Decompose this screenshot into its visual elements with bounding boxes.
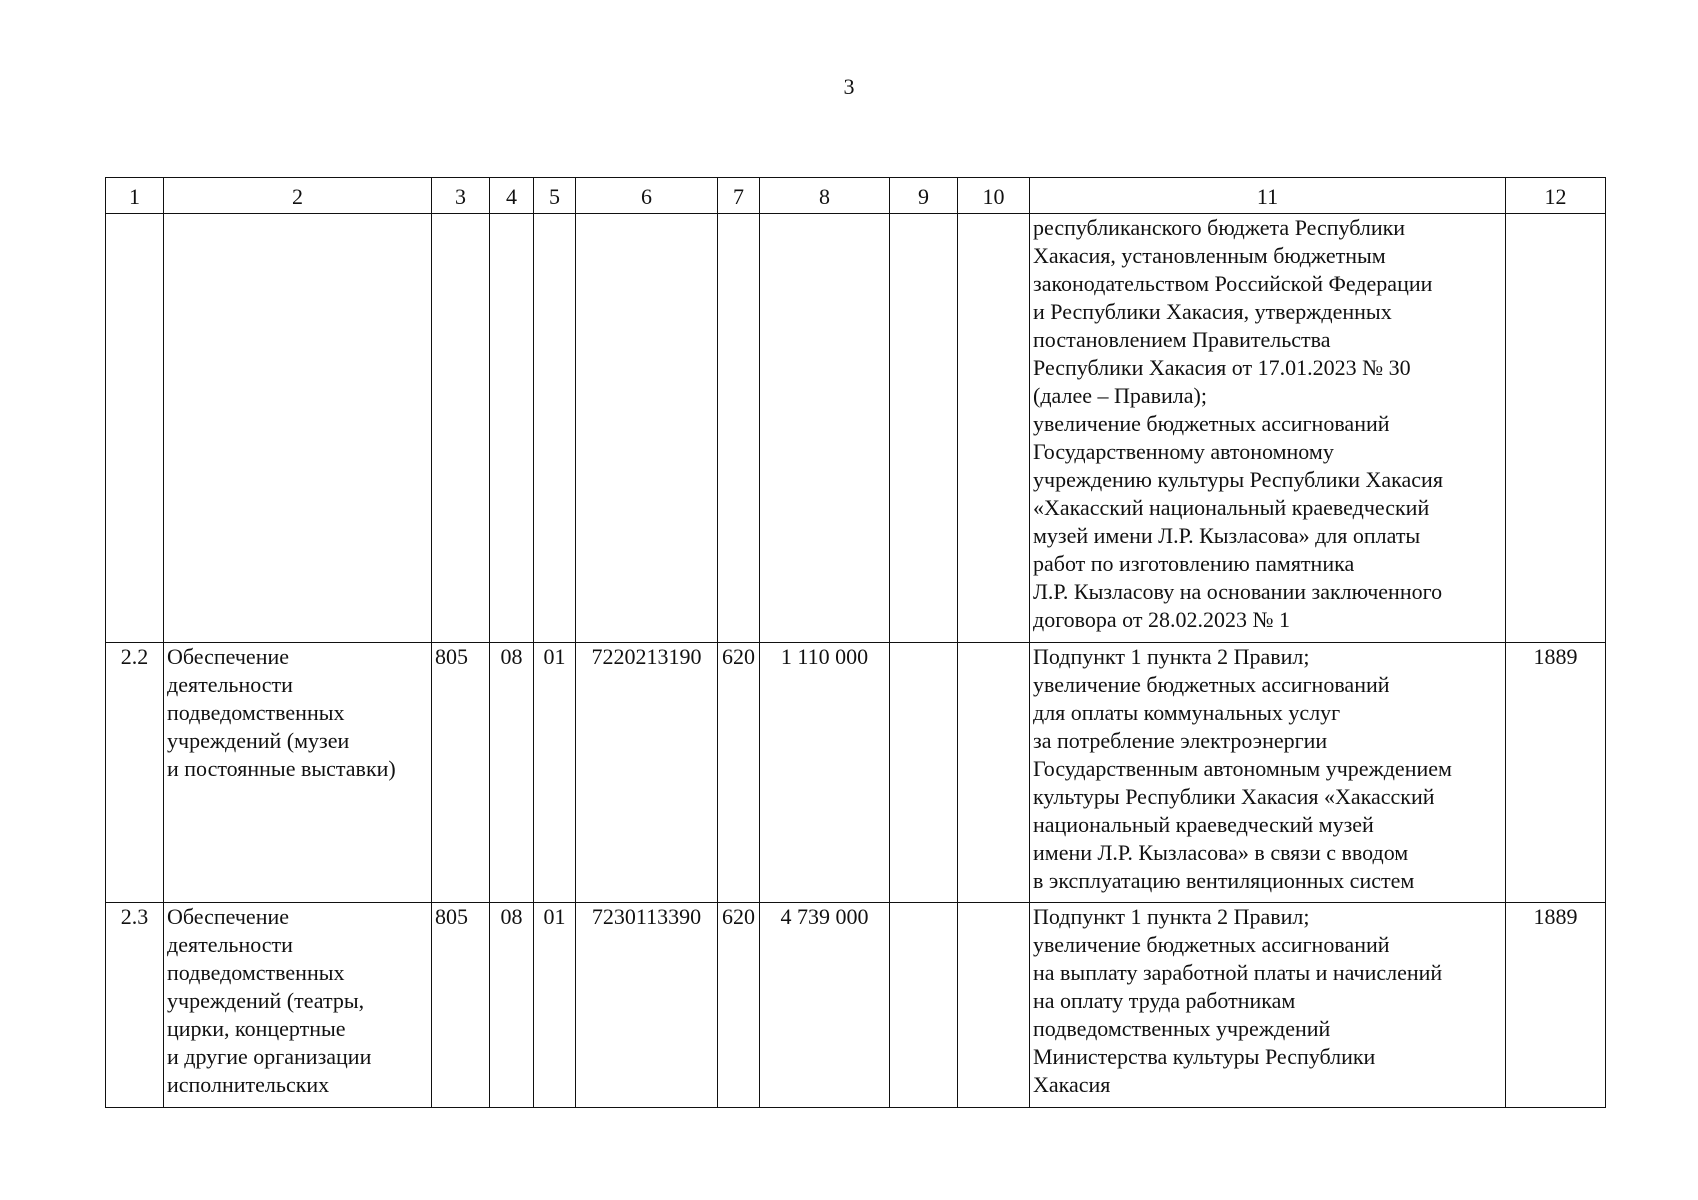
text-line: работ по изготовлению памятника [1033, 551, 1355, 576]
text-line: Республики Хакасия от 17.01.2023 № 30 [1033, 355, 1411, 380]
text-line: учреждений (музеи [167, 728, 350, 753]
text-line: учреждений (театры, [167, 988, 365, 1013]
header-col-7: 7 [718, 178, 760, 214]
text-line: деятельности [167, 672, 293, 697]
text-line: имени Л.Р. Кызласова» в связи с вводом [1033, 840, 1409, 865]
cell [534, 214, 576, 643]
header-col-11: 11 [1030, 178, 1506, 214]
cell-col-5: 01 [534, 903, 576, 1108]
cell [760, 214, 890, 643]
text-line: постановлением Правительства [1033, 327, 1331, 352]
row-basis [1030, 903, 1506, 1108]
text-line: Хакасия [1033, 1072, 1111, 1097]
text-line: подведомственных учреждений [1033, 1016, 1331, 1041]
text-line: договора от 28.02.2023 № 1 [1033, 607, 1290, 632]
text-line: Подпункт 1 пункта 2 Правил; [1033, 904, 1310, 929]
text-line: подведомственных [167, 960, 345, 985]
row-number: 2.2 [106, 643, 164, 903]
table-row [106, 643, 1606, 903]
cell-col-3: 805 [432, 643, 490, 903]
text-line: Подпункт 1 пункта 2 Правил; [1033, 644, 1310, 669]
cell-col-9 [890, 643, 958, 903]
row-number: 2.3 [106, 903, 164, 1108]
text-line: Обеспечение [167, 904, 289, 929]
text-line: и постоянные выставки) [167, 756, 396, 781]
cell-col-10 [958, 643, 1030, 903]
row-name [164, 643, 432, 903]
text-line: учреждению культуры Республики Хакасия [1033, 467, 1443, 492]
cell-col-6: 7220213190 [576, 643, 718, 903]
text-line: и другие организации [167, 1044, 372, 1069]
text-line: на выплату заработной платы и начислений [1033, 960, 1443, 985]
header-col-8: 8 [760, 178, 890, 214]
cell [164, 214, 432, 643]
header-col-5: 5 [534, 178, 576, 214]
text-line: Министерства культуры Республики [1033, 1044, 1376, 1069]
header-col-6: 6 [576, 178, 718, 214]
header-col-1: 1 [106, 178, 164, 214]
text-line: и Республики Хакасия, утвержденных [1033, 299, 1392, 324]
cell-col-12: 1889 [1506, 643, 1606, 903]
cell-col-6: 7230113390 [576, 903, 718, 1108]
cell-col-3: 805 [432, 903, 490, 1108]
text-line: законодательством Российской Федерации [1033, 271, 1433, 296]
cell [718, 214, 760, 643]
text-line: деятельности [167, 932, 293, 957]
cell-col-9 [890, 903, 958, 1108]
cell-col-12: 1889 [1506, 903, 1606, 1108]
budget-table [105, 177, 1606, 1108]
text-line: на оплату труда работникам [1033, 988, 1296, 1013]
header-col-3: 3 [432, 178, 490, 214]
text-line: цирки, концертные [167, 1016, 346, 1041]
continuation-basis-cell [1030, 214, 1506, 643]
text-line: увеличение бюджетных ассигнований [1033, 411, 1390, 436]
text-line: Государственным автономным учреждением [1033, 756, 1452, 781]
text-line: увеличение бюджетных ассигнований [1033, 672, 1390, 697]
text-line: Обеспечение [167, 644, 289, 669]
header-col-10: 10 [958, 178, 1030, 214]
cell [1506, 214, 1606, 643]
text-line: национальный краеведческий музей [1033, 812, 1374, 837]
text-line: (далее – Правила); [1033, 383, 1207, 408]
cell [432, 214, 490, 643]
cell-col-7: 620 [718, 643, 760, 903]
cell-col-8-amount: 4 739 000 [760, 903, 890, 1108]
row-name [164, 903, 432, 1108]
cell-col-8-amount: 1 110 000 [760, 643, 890, 903]
table-row [106, 903, 1606, 1108]
text-line: республиканского бюджета Республики [1033, 215, 1406, 240]
text-line: для оплаты коммунальных услуг [1033, 700, 1341, 725]
text-line: Хакасия, установленным бюджетным [1033, 243, 1386, 268]
text-line: «Хакасский национальный краеведческий [1033, 495, 1430, 520]
cell [890, 214, 958, 643]
continuation-row [106, 214, 1606, 643]
text-line: в эксплуатацию вентиляционных систем [1033, 868, 1415, 893]
cell [576, 214, 718, 643]
header-row [106, 178, 1606, 214]
cell-col-5: 01 [534, 643, 576, 903]
cell [490, 214, 534, 643]
cell [106, 214, 164, 643]
cell-col-4: 08 [490, 903, 534, 1108]
text-line: подведомственных [167, 700, 345, 725]
cell-col-7: 620 [718, 903, 760, 1108]
cell-col-4: 08 [490, 643, 534, 903]
text-line: Государственному автономному [1033, 439, 1334, 464]
cell-col-10 [958, 903, 1030, 1108]
header-col-9: 9 [890, 178, 958, 214]
text-line: увеличение бюджетных ассигнований [1033, 932, 1390, 957]
header-col-2: 2 [164, 178, 432, 214]
text-line: культуры Республики Хакасия «Хакасский [1033, 784, 1435, 809]
page-number: 3 [843, 74, 855, 99]
text-line: Л.Р. Кызласову на основании заключенного [1033, 579, 1443, 604]
row-basis [1030, 643, 1506, 903]
header-col-4: 4 [490, 178, 534, 214]
text-line: за потребление электроэнергии [1033, 728, 1328, 753]
header-col-12: 12 [1506, 178, 1606, 214]
cell [958, 214, 1030, 643]
text-line: музей имени Л.Р. Кызласова» для оплаты [1033, 523, 1421, 548]
text-line: исполнительских [167, 1072, 330, 1097]
